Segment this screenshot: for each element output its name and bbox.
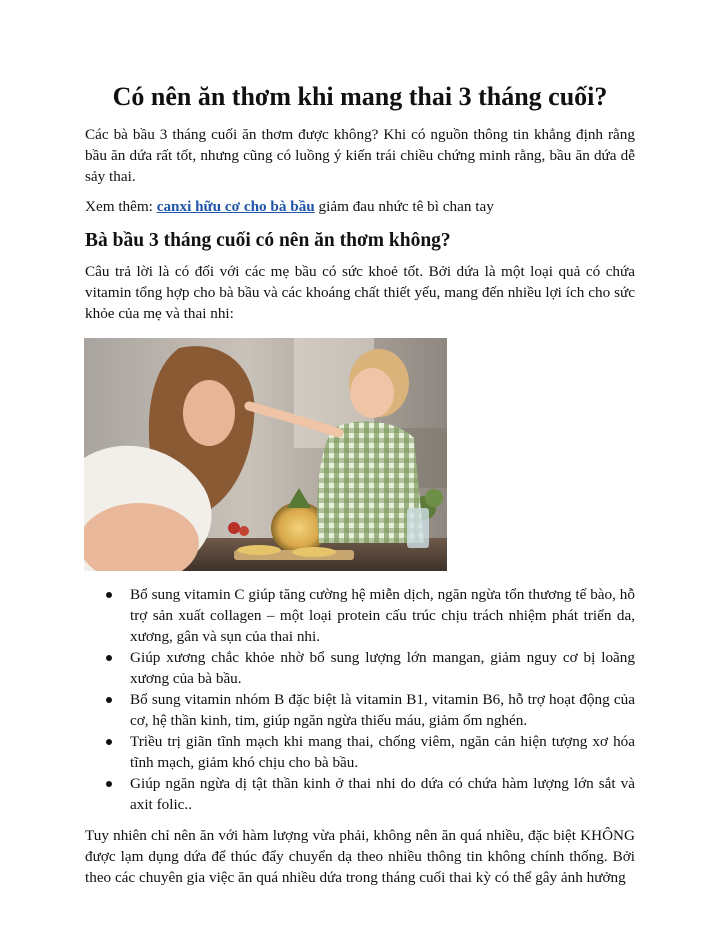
list-item [85,584,635,647]
list-item-text: Giúp xương chắc khỏe nhờ bổ sung lượng lớn mangan, giảm nguy cơ bị loãng xương của bà bầu. [130,649,635,687]
article-title: Có nên ăn thơm khi mang thai 3 tháng cuối? [112,82,608,111]
list-item-text: Giúp ngăn ngừa dị tật thần kinh ở thai nhi do dứa có chứa hàm lượng lớn sắt và axit folic.. [130,775,635,813]
list-item [85,647,635,689]
list-item [85,731,635,773]
benefits-list [85,584,635,815]
see-also-prefix: Xem thêm: [85,198,157,215]
bullet-icon [106,781,112,787]
bullet-icon [106,697,112,703]
list-item [85,773,635,815]
section-heading: Bà bầu 3 tháng cuối có nên ăn thơm không? [85,230,451,251]
closing-paragraph: Tuy nhiên chỉ nên ăn với hàm lượng vừa phải, không nên ăn quá nhiều, đặc biệt KHÔNG được lạm dụng dứa để thúc đẩy chuyển dạ theo nhiều thông tin không chính thống. Bởi theo các chuyên gia việc ăn quá nhiều dứa trong tháng cuối thai kỳ có thể gây ảnh hưởng [85,827,635,886]
list-item-text: Bổ sung vitamin nhóm B đặc biệt là vitamin B1, vitamin B6, hỗ trợ hoạt động của cơ, hệ thần kinh, tim, giúp ngăn ngừa thiếu máu, giảm ốm nghén. [130,691,635,729]
bullet-icon [106,655,112,661]
section-paragraph: Câu trả lời là có đối với các mẹ bầu có sức khoẻ tốt. Bởi dứa là một loại quả có chứa vitamin tổng hợp cho bà bầu và các khoáng chất thiết yếu, mang đến nhiều lợi ích cho sức khỏe của mẹ và thai nhi: [85,263,635,322]
see-also-suffix: giảm đau nhức tê bì chan tay [314,198,494,215]
see-also-link[interactable]: canxi hữu cơ cho bà bầu [156,198,315,215]
list-item [85,689,635,731]
see-also-line [85,196,635,217]
bullet-icon [106,592,112,598]
mother-daughter-pineapple-photo [84,338,447,571]
list-item-text: Bổ sung vitamin C giúp tăng cường hệ miễn dịch, ngăn ngừa tổn thương tế bào, hỗ trợ sản xuất collagen – một loại protein cấu trúc chịu trách nhiệm phát triển da, xương, gân và sụn của thai nhi. [130,586,635,645]
list-item-text: Triều trị giãn tĩnh mạch khi mang thai, chống viêm, ngăn cản hiện tượng xơ hóa tĩnh mạch, giảm khó chịu cho bà bầu. [130,733,635,771]
bullet-icon [106,739,112,745]
intro-paragraph: Các bà bầu 3 tháng cuối ăn thơm được không? Khi có nguồn thông tin khẳng định rằng bầu ăn dứa rất tốt, nhưng cũng có luồng ý kiến trái chiều chứng minh rằng, bầu ăn dứa dễ sảy thai. [85,126,635,185]
article [85,80,635,888]
